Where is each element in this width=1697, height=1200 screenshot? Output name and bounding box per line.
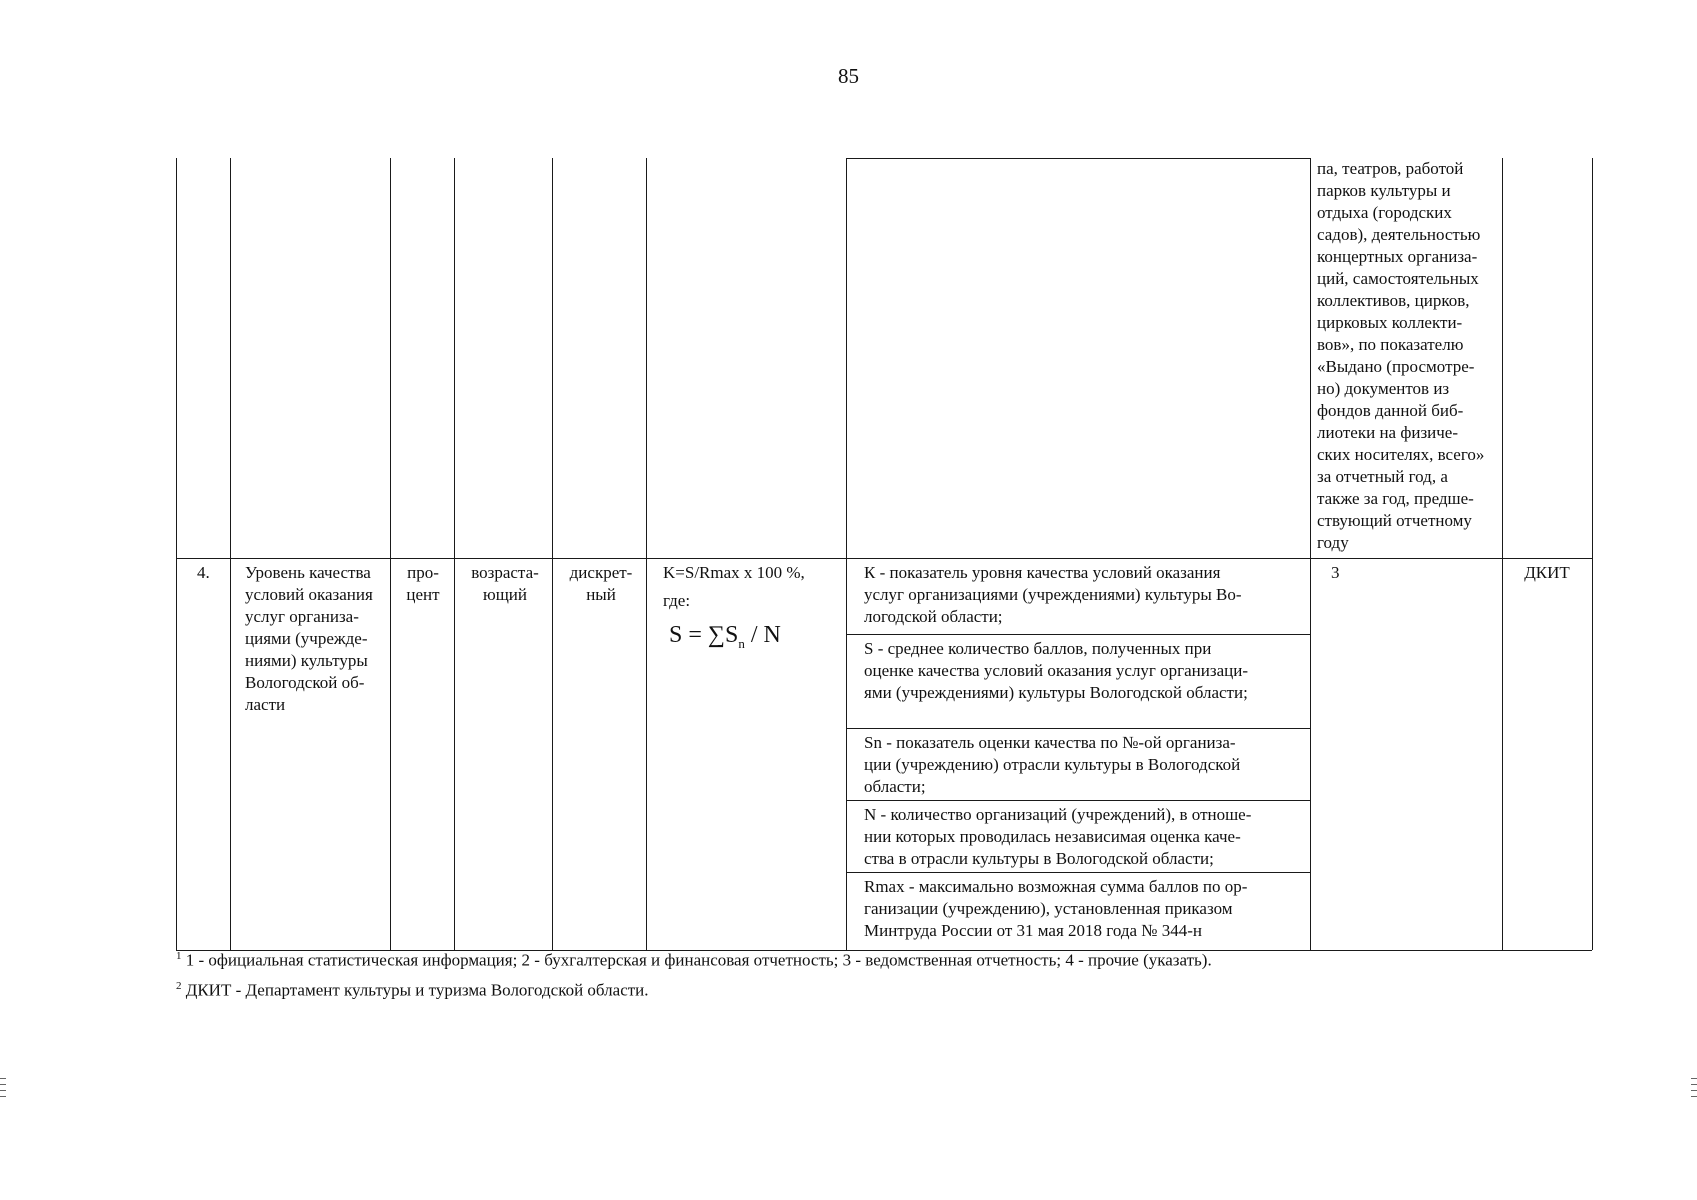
formula-where: где: — [663, 591, 691, 610]
page-number: 85 — [838, 64, 859, 88]
text-line: «Выдано (просмотре- — [1317, 357, 1475, 376]
footnote-text: 1 - официальная статистическая информация; 2 - бухгалтерская и финансовая отчетность; 3 - ведомственная отчетность; 4 - прочие (указать). — [185, 950, 1212, 970]
footnote-2 — [176, 980, 649, 1001]
column-divider — [454, 158, 455, 950]
text-line: ганизации (учреждению), установленная приказом — [864, 899, 1233, 918]
scan-margin-mark — [0, 1096, 6, 1097]
text-line: услуг организа- — [245, 607, 359, 626]
text-line: цент — [406, 585, 440, 604]
source-continuation-text — [1317, 158, 1484, 554]
text-line: возраста- — [471, 563, 539, 582]
text-line: ских носителях, всего» — [1317, 445, 1485, 464]
footnote-1 — [176, 950, 1212, 971]
text-line: садов), деятельностью — [1317, 225, 1481, 244]
text-line: условий оказания — [245, 585, 373, 604]
text-line: Rmax - максимально возможная сумма баллов по ор- — [864, 877, 1248, 896]
column-divider — [552, 158, 553, 950]
unit-of-measure — [392, 562, 454, 606]
definition-n — [864, 804, 1251, 870]
text-line: цирковых коллекти- — [1317, 313, 1463, 332]
scan-margin-mark — [1691, 1096, 1697, 1097]
text-line: лиотеки на физиче- — [1317, 423, 1459, 442]
formula-subscript: n — [738, 635, 745, 651]
indicator-trend — [456, 562, 554, 606]
text-line: услуг организациями (учреждениями) культуры Во- — [864, 585, 1242, 604]
scan-margin-mark — [1691, 1090, 1697, 1091]
scan-margin-mark — [1691, 1084, 1697, 1085]
indicator-name — [245, 562, 373, 716]
text-line: концертных организа- — [1317, 247, 1478, 266]
indicator-type — [554, 562, 648, 606]
text-line: Уровень качества — [245, 563, 371, 582]
footnote-mark: 2 — [176, 980, 182, 992]
text-line: вов», по показателю — [1317, 335, 1464, 354]
text-line: N - количество организаций (учреждений), в отноше- — [864, 805, 1252, 824]
text-line: ниями) культуры — [245, 651, 368, 670]
formula-rhs: / N — [750, 622, 781, 648]
formula-lhs: S = ∑S — [669, 622, 739, 648]
definition-s — [864, 638, 1248, 704]
text-line: но) документов из — [1317, 379, 1450, 398]
footnote-mark: 1 — [176, 950, 182, 962]
text-line: Минтруда России от 31 мая 2018 года № 344-н — [864, 921, 1203, 940]
text-line: Sn - показатель оценки качества по №-ой организа- — [864, 733, 1236, 752]
column-divider — [1310, 158, 1311, 950]
text-line: ласти — [245, 695, 286, 714]
text-line: коллективов, цирков, — [1317, 291, 1470, 310]
text-line: циями (учрежде- — [245, 629, 368, 648]
row-divider — [176, 558, 1592, 559]
text-line: ющий — [483, 585, 527, 604]
text-line: за отчетный год, а — [1317, 467, 1448, 486]
sum-formula — [669, 622, 781, 652]
responsible-body: ДКИТ — [1524, 563, 1570, 582]
text-line: нии которых проводилась независимая оценка каче- — [864, 827, 1241, 846]
definition-divider — [846, 872, 1310, 873]
column-divider — [1502, 158, 1503, 950]
definition-k — [864, 562, 1242, 628]
text-line: S - среднее количество баллов, полученных при — [864, 639, 1212, 658]
scan-margin-mark — [0, 1090, 6, 1091]
calculation-method — [663, 562, 805, 612]
table-border-left — [176, 158, 177, 950]
text-line: отдыха (городских — [1317, 203, 1452, 222]
text-line: парков культуры и — [1317, 181, 1451, 200]
text-line: ный — [586, 585, 616, 604]
scan-margin-mark — [1691, 1078, 1697, 1079]
text-line: К - показатель уровня качества условий оказания — [864, 563, 1221, 582]
text-line: ции (учреждению) отрасли культуры в Вологодской — [864, 755, 1241, 774]
text-line: логодской области; — [864, 607, 1003, 626]
text-line: ций, самостоятельных — [1317, 269, 1479, 288]
column-divider — [846, 158, 847, 950]
text-line: дискрет- — [569, 563, 633, 582]
text-line: году — [1317, 533, 1349, 552]
definition-divider — [846, 634, 1310, 635]
text-line: оценке качества условий оказания услуг организаци- — [864, 661, 1248, 680]
scan-margin-mark — [0, 1084, 6, 1085]
formula-text: K=S/Rmax x 100 %, — [663, 563, 805, 582]
column-divider — [646, 158, 647, 950]
cell-top-border — [846, 158, 1310, 159]
definition-divider — [846, 800, 1310, 801]
definition-sn — [864, 732, 1240, 798]
text-line: ства в отрасли культуры в Вологодской области; — [864, 849, 1214, 868]
text-line: Вологодской об- — [245, 673, 365, 692]
row-number: 4. — [197, 563, 210, 582]
text-line: про- — [407, 563, 439, 582]
footnote-text: ДКИТ - Департамент культуры и туризма Вологодской области. — [185, 980, 649, 1000]
table-border-right — [1592, 158, 1593, 950]
definition-divider — [846, 728, 1310, 729]
text-line: ствующий отчетному — [1317, 511, 1472, 530]
text-line: также за год, предше- — [1317, 489, 1474, 508]
source-code: 3 — [1331, 563, 1340, 582]
text-line: ями (учреждениями) культуры Вологодской области; — [864, 683, 1248, 702]
scan-margin-mark — [0, 1078, 6, 1079]
text-line: па, театров, работой — [1317, 159, 1464, 178]
text-line: области; — [864, 777, 926, 796]
column-divider — [230, 158, 231, 950]
text-line: фондов данной биб- — [1317, 401, 1464, 420]
definition-rmax — [864, 876, 1247, 942]
column-divider — [390, 158, 391, 950]
